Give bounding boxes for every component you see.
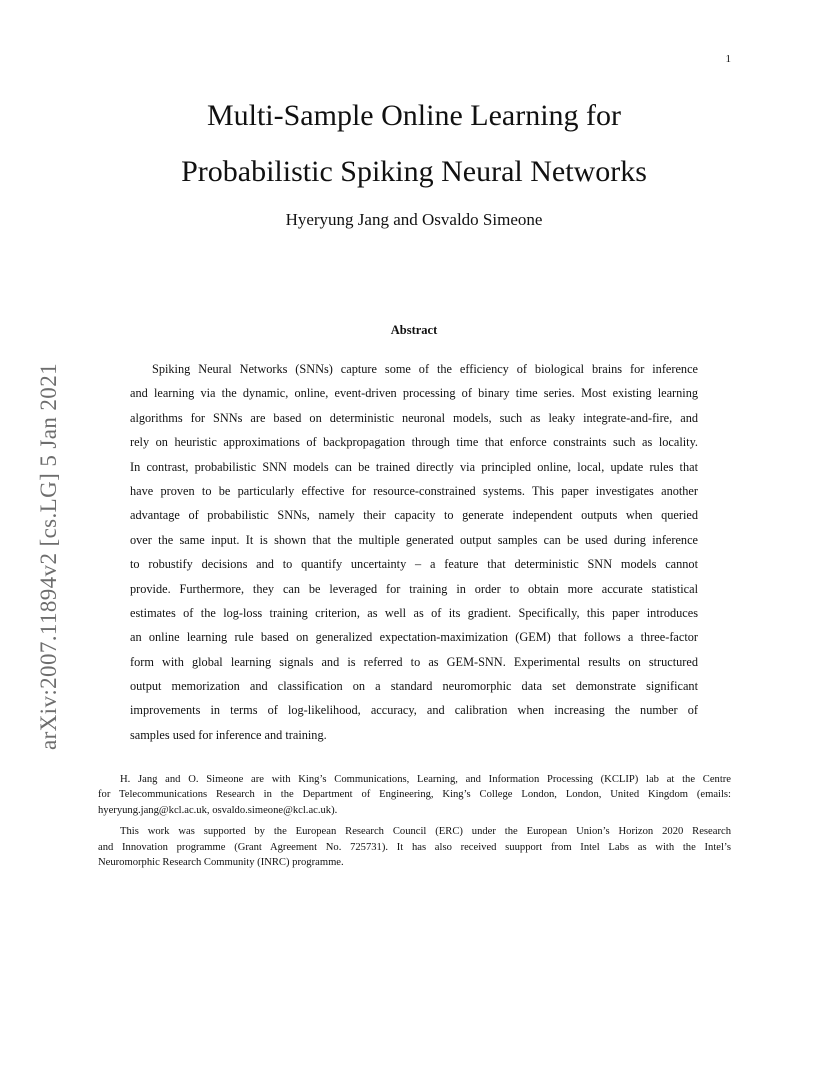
footnote-affiliation: [98, 772, 731, 818]
abstract-line: samples used for inference and training.: [130, 727, 327, 742]
footnote-funding: [98, 824, 731, 870]
footnotes: [98, 772, 731, 876]
abstract-line: improvements in terms of log-likelihood, accuracy, and calibration when increasing the number of: [130, 703, 698, 718]
abstract-line: Spiking Neural Networks (SNNs) capture some of the efficiency of biological brains for inference: [152, 362, 698, 376]
authors: Hyeryung Jang and Osvaldo Simeone: [285, 210, 543, 229]
abstract-line: In contrast, probabilistic SNN models can be trained directly via principled online, local, update rules that: [130, 459, 698, 474]
abstract-line: over the same input. It is shown that the multiple generated output samples can be used during inference: [130, 532, 698, 547]
abstract-line: form with global learning signals and is referred to as GEM-SNN. Experimental results on structured: [130, 654, 698, 669]
paper-title: [0, 88, 828, 200]
footnote-line: and Innovation programme (Grant Agreement No. 725731). It has also received suupport from Intel Labs as with the Intel’s: [98, 841, 731, 853]
footnote-line: Neuromorphic Research Community (INRC) programme.: [98, 857, 344, 869]
abstract-line: rely on heuristic approximations of backpropagation through time that enforce constraints such as locality.: [130, 435, 698, 450]
title-line-1: Multi-Sample Online Learning for: [206, 99, 622, 132]
abstract-line: output memorization and classification on a standard neuromorphic data set demonstrate significant: [130, 679, 698, 694]
abstract-line: an online learning rule based on generalized expectation-maximization (GEM) that follows a three-factor: [130, 630, 698, 645]
abstract-line: and learning via the dynamic, online, event-driven processing of binary time series. Most existing learning: [130, 386, 698, 401]
title-line-2: Probabilistic Spiking Neural Networks: [181, 155, 647, 188]
abstract-heading: Abstract: [390, 323, 438, 337]
page-number: 1: [725, 53, 731, 65]
abstract-line: advantage of probabilistic SNNs, namely their capacity to generate independent outputs when queried: [130, 508, 698, 523]
abstract-line: have proven to be particularly effective for resource-constrained systems. This paper investigates another: [130, 483, 698, 498]
footnote-line: This work was supported by the European Research Council (ERC) under the European Union’s Horizon 2020 Research: [120, 826, 731, 838]
arxiv-identifier-stamp: arXiv:2007.11894v2 [cs.LG] 5 Jan 2021: [36, 363, 61, 750]
abstract-line: algorithms for SNNs are based on deterministic neuronal models, such as leaky integrate-and-fire, and: [130, 410, 698, 425]
abstract-line: to robustify decisions and to quantify uncertainty – a feature that deterministic SNN models cannot: [130, 557, 698, 572]
footnote-line: hyeryung.jang@kcl.ac.uk, osvaldo.simeone@kcl.ac.uk).: [98, 804, 338, 816]
abstract-line: provide. Furthermore, they can be leveraged for training in order to obtain more accurate statistical: [130, 581, 698, 596]
footnote-line: for Telecommunications Research in the Department of Engineering, King’s College London, London, United Kingdom (emails:: [98, 789, 731, 801]
abstract-line: estimates of the log-loss training criterion, as well as of its gradient. Specifically, this paper introduces: [130, 605, 698, 620]
abstract-body: [130, 357, 698, 747]
footnote-line: H. Jang and O. Simeone are with King’s Communications, Learning, and Information Processing (KCLIP) lab at the Centre: [120, 774, 731, 785]
